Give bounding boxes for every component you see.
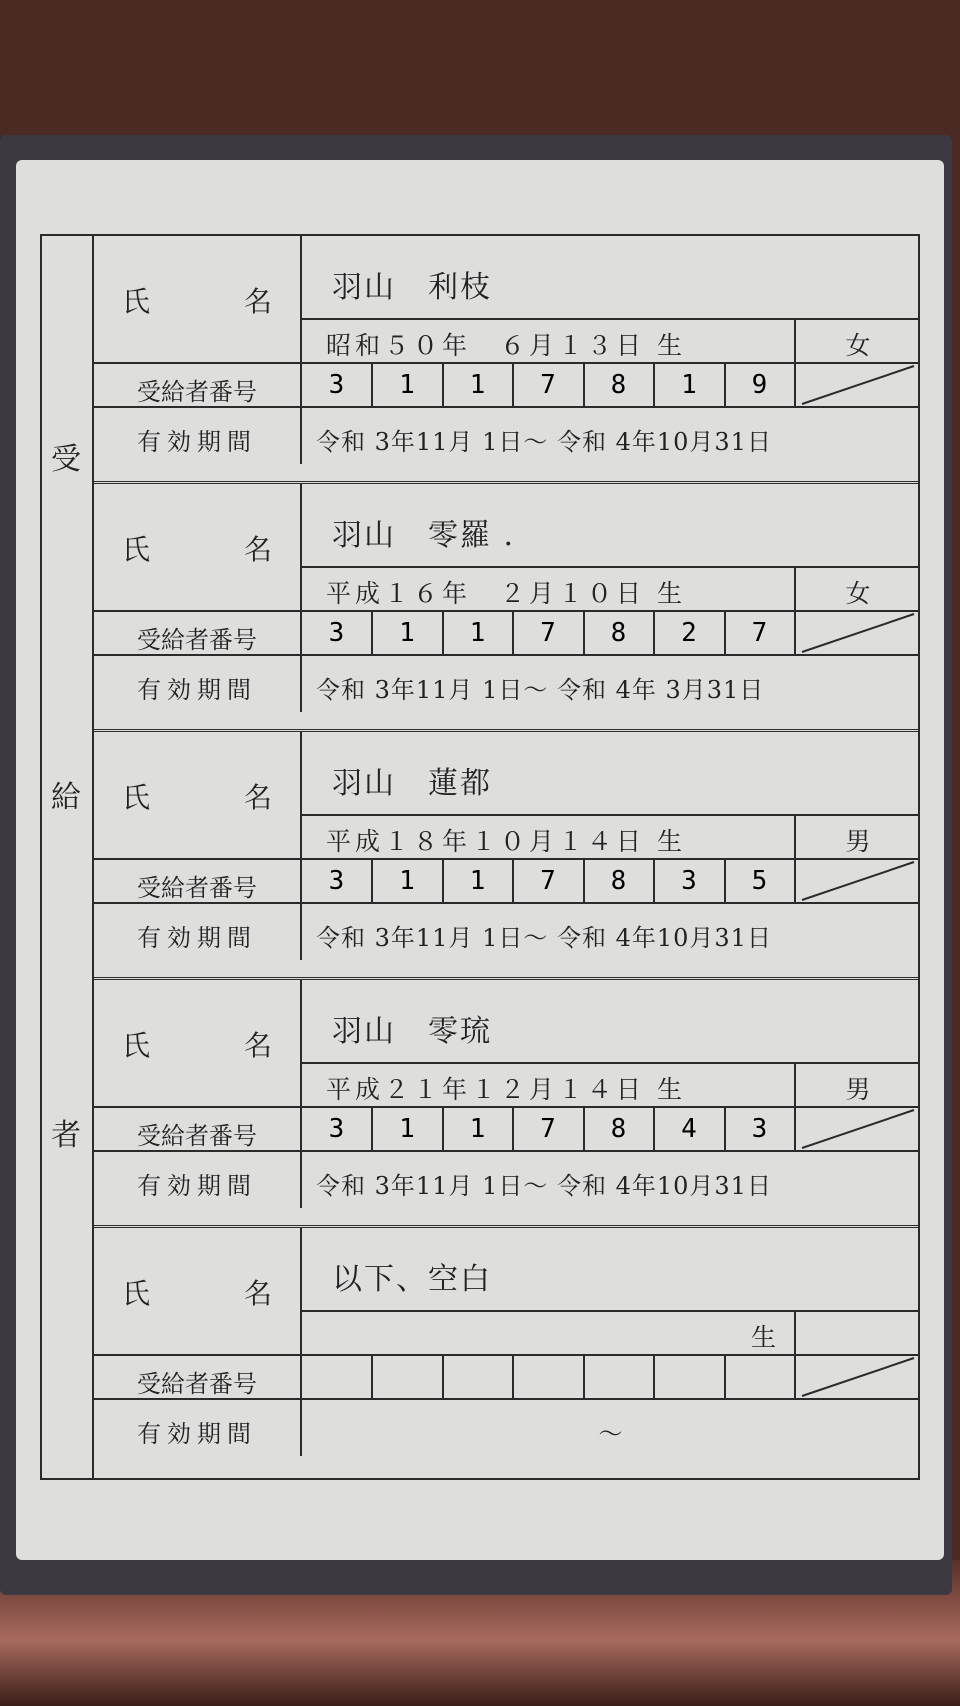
recipient-number-digit [725, 1356, 796, 1400]
blank-slash-cell [796, 364, 920, 408]
recipient-number-digit [373, 1356, 444, 1400]
recipient-number-digit: 8 [584, 860, 655, 904]
side-label-char: 給 [51, 780, 81, 815]
name-label-char: 名 [244, 1029, 273, 1062]
recipient-number-digit: 1 [443, 364, 514, 408]
recipient-name: 羽山 零琉 [302, 980, 920, 1064]
recipient-number-digit: 3 [302, 612, 373, 656]
recipient-number-digit [655, 1356, 726, 1400]
recipient-number-digit: 3 [655, 860, 726, 904]
recipient-name: 羽山 零羅 . [302, 484, 920, 568]
recipient-name: 羽山 利枝 [302, 236, 920, 320]
recipient-name: 羽山 蓮都 [302, 732, 920, 816]
birth-date: 平成１６年 ２月１０日 生 [302, 568, 796, 612]
recipient-number-digit: 8 [584, 612, 655, 656]
sex-value: 女 [796, 320, 920, 364]
recipient-number-digit [443, 1356, 514, 1400]
recipient-number-label: 受給者番号 [94, 1108, 302, 1152]
period-label: 有効期間 [94, 1400, 302, 1456]
recipient-side-column [42, 236, 94, 1478]
recipient-record [94, 484, 920, 732]
sex-value [796, 1312, 920, 1356]
name-label-char: 名 [244, 285, 273, 318]
name-label-char: 氏 [122, 1277, 151, 1310]
recipient-number-digit: 1 [373, 364, 444, 408]
recipient-record [94, 236, 920, 484]
recipient-number-digit: 1 [373, 1108, 444, 1152]
recipient-number-digit: 7 [514, 1108, 585, 1152]
recipient-number-digit: 1 [373, 612, 444, 656]
recipient-number-label: 受給者番号 [94, 364, 302, 408]
period-label: 有効期間 [94, 904, 302, 960]
recipient-number-digit: 7 [514, 612, 585, 656]
recipient-number-digit: 1 [443, 612, 514, 656]
sex-value: 女 [796, 568, 920, 612]
recipient-number-digit: 1 [655, 364, 726, 408]
validity-period: 令和 3年11月 1日～ 令和 4年 3月31日 [316, 676, 765, 704]
recipient-number-digit: 9 [725, 364, 796, 408]
recipient-record [94, 980, 920, 1228]
validity-period: ～ [598, 1420, 624, 1448]
name-label [94, 236, 302, 364]
name-label [94, 732, 302, 860]
birth-date: 昭和５０年 ６月１３日 生 [302, 320, 796, 364]
recipient-number-digit: 7 [725, 612, 796, 656]
diagonal-slash [796, 860, 920, 902]
sex-value: 男 [796, 1064, 920, 1108]
diagonal-slash [796, 364, 920, 406]
recipient-number-digit [302, 1356, 373, 1400]
diagonal-slash [796, 612, 920, 654]
recipient-number-digit: 1 [443, 1108, 514, 1152]
period-label: 有効期間 [94, 1152, 302, 1208]
birth-date: 平成１８年１０月１４日 生 [302, 816, 796, 860]
recipient-number-digit: 5 [725, 860, 796, 904]
recipient-number-digit: 3 [302, 860, 373, 904]
blank-slash-cell [796, 612, 920, 656]
name-label-char: 氏 [122, 285, 151, 318]
recipient-number-digit [514, 1356, 585, 1400]
period-label: 有効期間 [94, 656, 302, 712]
recipient-table [40, 234, 920, 1480]
name-label-char: 氏 [122, 533, 151, 566]
name-label [94, 484, 302, 612]
name-label-char: 名 [244, 781, 273, 814]
side-label-char: 者 [51, 1118, 81, 1153]
name-label-char: 名 [244, 1277, 273, 1310]
recipient-number-digit: 7 [514, 860, 585, 904]
name-label [94, 980, 302, 1108]
recipient-number-label: 受給者番号 [94, 612, 302, 656]
blank-slash-cell [796, 1356, 920, 1400]
birth-date: 生 [302, 1312, 796, 1356]
diagonal-slash [796, 1108, 920, 1150]
recipient-number-digit: 3 [302, 364, 373, 408]
diagonal-slash [796, 1356, 920, 1398]
recipient-number-digit: 1 [443, 860, 514, 904]
birth-date: 平成２１年１２月１４日 生 [302, 1064, 796, 1108]
name-label-char: 氏 [122, 1029, 151, 1062]
recipient-number-label: 受給者番号 [94, 860, 302, 904]
blank-slash-cell [796, 1108, 920, 1152]
name-label-char: 氏 [122, 781, 151, 814]
recipient-record [94, 732, 920, 980]
recipient-number-digit: 4 [655, 1108, 726, 1152]
recipient-number-digit: 2 [655, 612, 726, 656]
recipient-name: 以下、空白 [302, 1228, 920, 1312]
recipient-number-digit: 3 [302, 1108, 373, 1152]
recipient-number-digit: 1 [373, 860, 444, 904]
name-label [94, 1228, 302, 1356]
recipient-number-digit: 3 [725, 1108, 796, 1152]
validity-period: 令和 3年11月 1日～ 令和 4年10月31日 [316, 924, 772, 952]
sex-value: 男 [796, 816, 920, 860]
validity-period: 令和 3年11月 1日～ 令和 4年10月31日 [316, 428, 772, 456]
recipient-number-digit: 8 [584, 1108, 655, 1152]
validity-period: 令和 3年11月 1日～ 令和 4年10月31日 [316, 1172, 772, 1200]
recipient-record [94, 1228, 920, 1478]
side-label-char: 受 [51, 442, 81, 477]
period-label: 有効期間 [94, 408, 302, 464]
recipient-number-digit: 8 [584, 364, 655, 408]
blank-slash-cell [796, 860, 920, 904]
recipient-number-digit [584, 1356, 655, 1400]
name-label-char: 名 [244, 533, 273, 566]
recipient-number-label: 受給者番号 [94, 1356, 302, 1400]
recipient-number-digit: 7 [514, 364, 585, 408]
